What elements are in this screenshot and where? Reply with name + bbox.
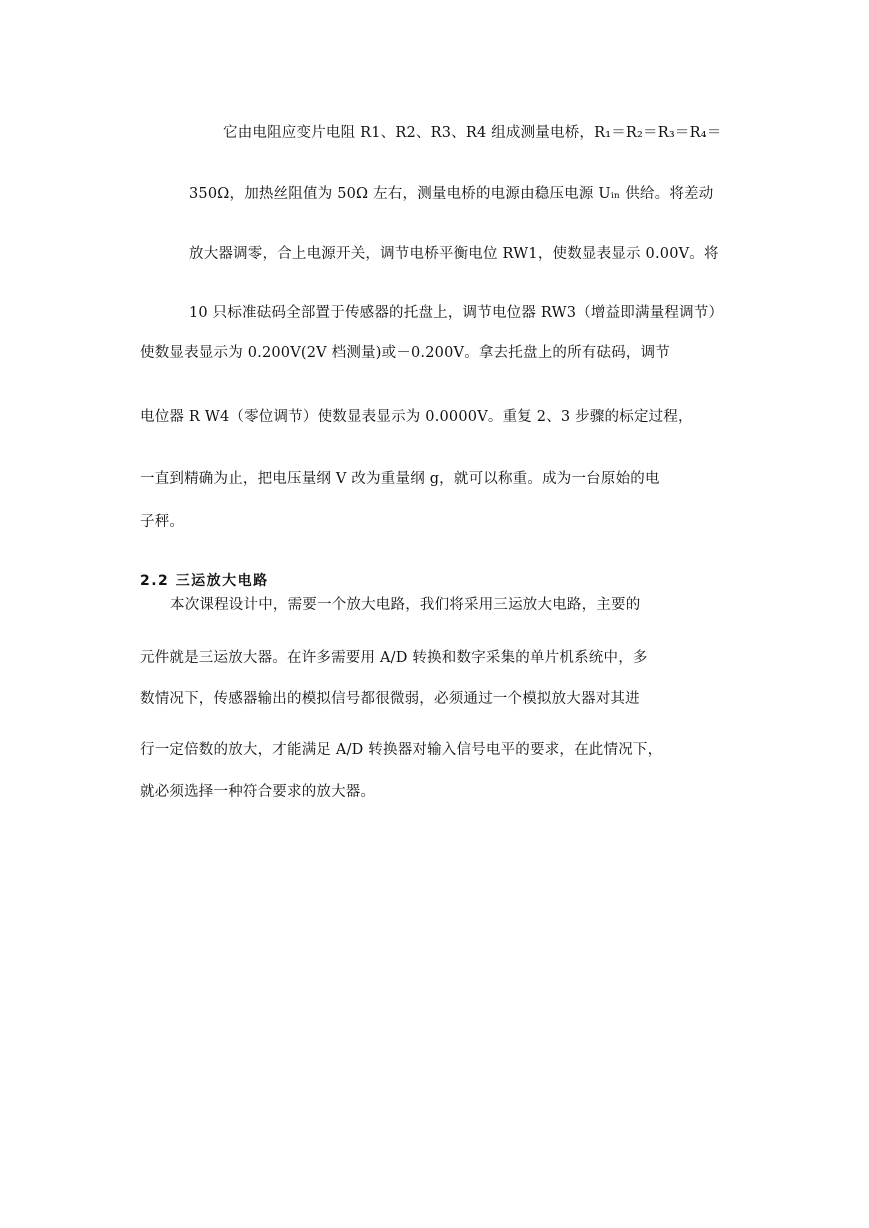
section-heading: 2.2 三运放大电路 (140, 573, 269, 589)
paragraph-line: 一直到精确为止，把电压量纲 V 改为重量纲 g，就可以称重。成为一台原始的电 (140, 471, 660, 487)
paragraph-line: 本次课程设计中，需要一个放大电路，我们将采用三运放大电路，主要的 (170, 597, 641, 613)
paragraph-line: 数情况下，传感器输出的模拟信号都很微弱，必须通过一个模拟放大器对其进 (140, 691, 640, 707)
paragraph-line: 使数显表显示为 0.200V(2V 档测量)或－0.200V。拿去托盘上的所有砝码，调节 (140, 345, 670, 361)
paragraph-line: 就必须选择一种符合要求的放大器。 (140, 784, 376, 800)
paragraph-line: 元件就是三运放大器。在许多需要用 A/D 转换和数字采集的单片机系统中，多 (140, 650, 648, 666)
paragraph-line: 它由电阻应变片电阻 R1、R2、R3、R4 组成测量电桥，R₁＝R₂＝R₃＝R₄＝ (223, 125, 722, 141)
paragraph-line: 子秤。 (140, 514, 185, 530)
paragraph-line: 电位器 R W4（零位调节）使数显表显示为 0.0000V。重复 2、3 步骤的标定过程， (140, 409, 693, 425)
paragraph-line: 350Ω，加热丝阻值为 50Ω 左右，测量电桥的电源由稳压电源 Uᵢₙ 供给。将差动 (189, 186, 714, 202)
paragraph-line: 10 只标准砝码全部置于传感器的托盘上，调节电位器 RW3（增益即满量程调节） (189, 305, 724, 321)
paragraph-line: 放大器调零，合上电源开关，调节电桥平衡电位 RW1，使数显表显示 0.00V。将 (189, 246, 719, 262)
paragraph-line: 行一定倍数的放大，才能满足 A/D 转换器对输入信号电平的要求，在此情况下， (140, 742, 663, 758)
